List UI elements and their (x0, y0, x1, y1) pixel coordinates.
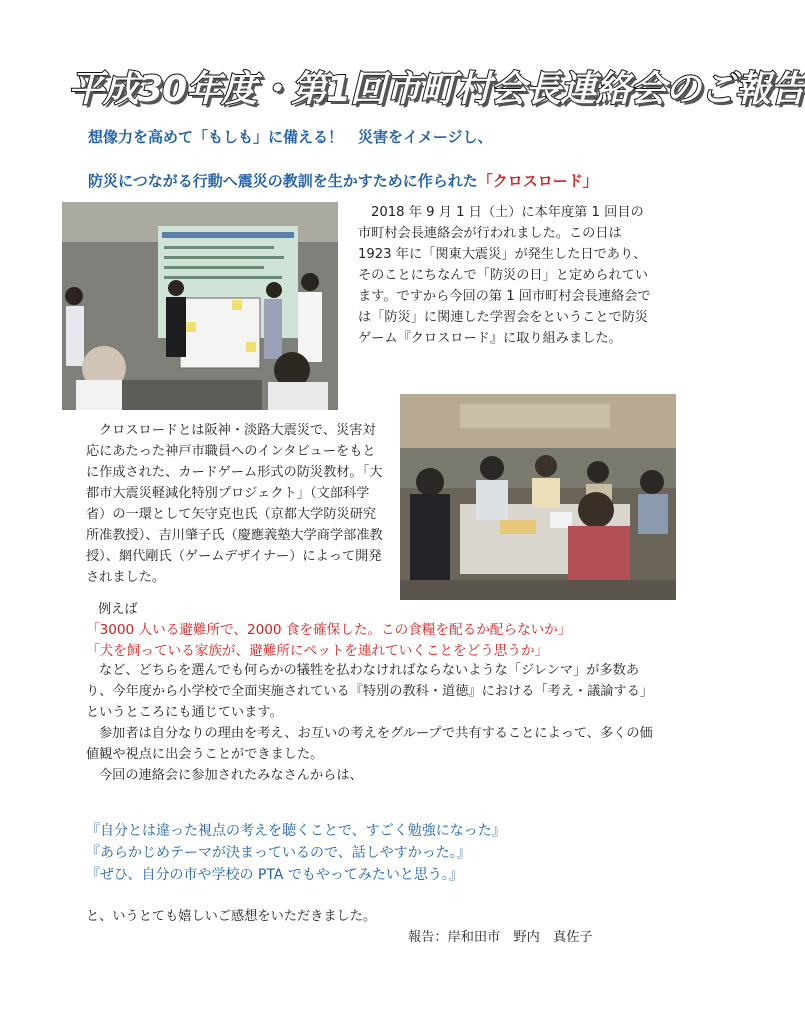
participant-quote: 『あらかじめテーマが決まっているので、話しやすかった。』 (86, 845, 471, 861)
page-title: 平成30年度・第1回市町村会長連絡会のご報告 (68, 69, 805, 110)
example-lead: 例えば (98, 602, 138, 617)
intro-paragraph: 2018 年 9 月 1 日（土）に本年度第 1 回目の市町村会長連絡会が行われました。この日は 1923 年に「関東大震災」が発生した日であり、そのことにちなんで「防災の日」と定められています。ですから今回の第 1 回市町村会長連絡会では「防災」に関連した学習会をということで防災ゲーム『クロスロード』に取り組みました。 (358, 205, 651, 346)
subtitle-line-2-text: 防災につながる行動へ震災の教訓を生かすために作られた (88, 172, 478, 190)
example-question: 「3000 人いる避難所で、2000 食を確保した。この食糧を配るか配らないか」 (86, 622, 572, 638)
body-paragraph: 今回の連絡会に参加されたみなさんからは、 (99, 768, 363, 783)
reporter-credit: 報告：岸和田市 野内 真佐子 (408, 930, 593, 945)
closing-text: と、いうとても嬉しいご感想をいただきました。 (86, 909, 377, 924)
participant-quote: 『ぜひ、自分の市や学校の PTA でもやってみたいと思う。』 (86, 867, 463, 883)
subtitle-line-2 (88, 170, 598, 191)
crossroad-description: クロスロードとは阪神・淡路大震災で、災害対応にあたった神戸市職員へのインタビューをもとに作成された、カードゲーム形式の防災教材。「大都市大震災軽減化特別プロジェクト」（文部科学省）の一環として矢守克也氏（京都大学防災研究所准教授）、吉川肇子氏（慶應義塾大学商学部准教授）、網代剛氏（ゲームデザイナー）によって開発されました。 (86, 423, 383, 585)
body-paragraph: 参加者は自分なりの理由を考え、お互いの考えをグループで共有することによって、多くの価値観や視点に出会うことができました。 (86, 726, 653, 762)
example-question: 「犬を飼っている家族が、避難所にペットを連れていくことをどう思うか」 (86, 643, 549, 659)
presentation-photo (62, 202, 338, 410)
participant-quote: 『自分とは違った視点の考えを聴くことで、すごく勉強になった』 (86, 823, 506, 839)
discussion-photo (400, 394, 676, 600)
subtitle-highlight: 「クロスロード」 (477, 172, 598, 190)
subtitle-line-1: 想像力を高めて「もしも」に備える！ 災害をイメージし、 (88, 128, 493, 146)
body-paragraph: など、どちらを選んでも何らかの犠牲を払わなければならないような「ジレンマ」が多数あり、今年度から小学校で全面実施されている『特別の教科・道徳』における「考え・議論する」というところにも通じています。 (86, 663, 654, 720)
